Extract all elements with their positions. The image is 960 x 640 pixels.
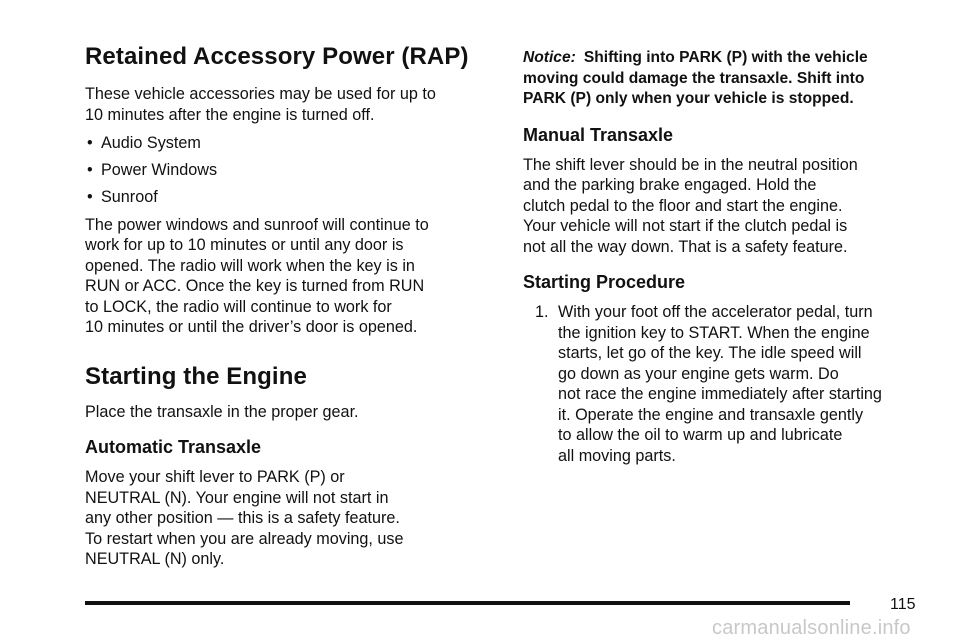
bullet-icon: • (87, 188, 93, 206)
watermark: carmanualsonline.info (712, 617, 911, 639)
rap-accessory-list (85, 133, 485, 208)
rap-heading: Retained Accessory Power (RAP) (85, 43, 469, 70)
notice-text: Shifting into PARK (P) with the vehicle moving could damage the transaxle. Shift into PARK (P) only when your vehicle is stopped. (523, 49, 868, 107)
right-column (523, 42, 933, 466)
list-item-text: Sunroof (101, 188, 158, 206)
list-item-text: Power Windows (101, 161, 218, 179)
notice-block (523, 48, 933, 110)
rap-intro: These vehicle accessories may be used for up to 10 minutes after the engine is turned off. (85, 85, 436, 124)
list-item (523, 302, 933, 466)
list-item-text: Audio System (101, 134, 201, 152)
left-column (85, 42, 485, 578)
page-number: 115 (890, 596, 916, 613)
bullet-icon: • (87, 161, 93, 179)
rap-body: The power windows and sunroof will continue to work for up to 10 minutes or until any door is opened. The radio will work when the key is in RUN or ACC. Once the key is turned from RUN to LOCK, the radio will continue to work for 10 minutes or until the driver’s door is opened. (85, 215, 429, 336)
list-item (85, 187, 485, 208)
footer-rule (85, 601, 850, 605)
starting-procedure-heading: Starting Procedure (523, 272, 686, 292)
list-item (85, 133, 485, 154)
starting-engine-heading: Starting the Engine (85, 362, 307, 390)
step-number: 1. (535, 303, 549, 321)
manual-transaxle-body: The shift lever should be in the neutral position and the parking brake engaged. Hold the clutch pedal to the floor and start the engine. Your vehicle will not start if the clutch pedal is not all the way down. That is a safety feature. (523, 155, 858, 256)
starting-intro: Place the transaxle in the proper gear. (85, 402, 359, 421)
starting-procedure-steps (523, 302, 933, 466)
automatic-transaxle-heading: Automatic Transaxle (85, 437, 262, 457)
bullet-icon: • (87, 134, 93, 152)
manual-transaxle-heading: Manual Transaxle (523, 124, 674, 145)
notice-label: Notice: (523, 49, 576, 66)
automatic-transaxle-body: Move your shift lever to PARK (P) or NEUTRAL (N). Your engine will not start in any other position — this is a safety feature. To restart when you are already moving, use NEUTRAL (N) only. (85, 468, 404, 568)
step-text: With your foot off the accelerator pedal, turn the ignition key to START. When the engine starts, let go of the key. The idle speed will go down as your engine gets warm. Do not race the engine immediately after starting it. Operate the engine and transaxle gently to allow the oil to warm up and lubricate all moving parts. (558, 303, 882, 465)
list-item (85, 160, 485, 181)
